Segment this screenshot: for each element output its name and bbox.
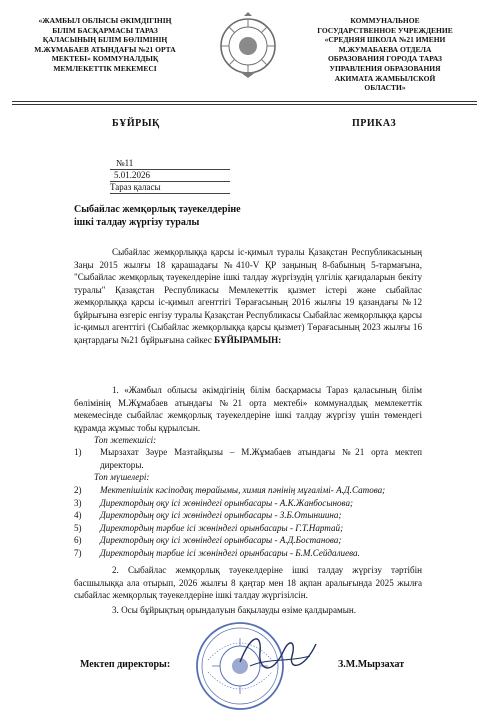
header-kz-line: М.ЖҰМАБАЕВ АТЫНДАҒЫ №21 ОРТА (34, 44, 176, 54)
header-ru-line: ОБРАЗОВАНИЯ ГОРОДА ТАРАЗ (327, 54, 443, 64)
document-title (74, 203, 241, 229)
list-item (74, 497, 422, 510)
header-ru-block (299, 16, 471, 93)
list-item (74, 534, 422, 547)
list-item-text: Директордың оқу ісі жөніндегі орынбасары - А.К.Жанбосынова; (100, 497, 354, 508)
list-item-text: Мектепішілік кәсіподақ төрайымы, химия пәнінің мұғалімі- А.Д.Сатова; (100, 485, 386, 495)
point-1: 1. «Жамбыл облысы әкімдігінің білім басқармасы Тараз қаласының білім бөлімінің М.Жұмабаев атындағы №21 орта мектебі» коммуналдық мемлекеттік мекемесінде сыбайлас жемқорлық тәуекелдеріне ішкі талдау жүргізу үшін төмендегі құрамда жұмыс тобы құрылсын. (74, 385, 422, 433)
header-kz-line: ҚАЛАСЫНЫҢ БІЛІМ БӨЛІМІНІҢ (42, 35, 168, 45)
list-item-number: 1) (74, 447, 82, 457)
header-divider (12, 101, 477, 102)
order-number: №11 (116, 158, 134, 168)
list-item-text: Директордың тәрбие ісі жөніндегі орынбасары - Б.М.Сейдалиева. (100, 547, 360, 558)
list-item-number: 7) (74, 547, 82, 558)
doc-type-ru: ПРИКАЗ (352, 118, 397, 129)
signature-position: Мектеп директоры: (80, 659, 171, 670)
point-2: 2. Сыбайлас жемқорлық тәуекелдеріне ішкі талдау жүргізу тәртібін басшылыққа ала отырып, 2026 жылғы 8 қаңтар мен 18 ақпан аралығында 2025 жылға сыбайлас жемқорлық тәуекелдеріне ішкі талдау жүргізілсін. (74, 565, 422, 600)
title-line: Сыбайлас жемқорлық тәуекелдеріне (74, 204, 241, 215)
title-line: ішкі талдау жүргізу туралы (74, 217, 200, 228)
members-list (74, 484, 422, 559)
point-3: 3. Осы бұйрықтың орындалуын бақылауды өзіме қалдырамын. (112, 605, 356, 615)
order-date: 5.01.2026 (114, 170, 150, 180)
header-divider-thin (12, 104, 477, 105)
list-item-text: Мырзахат Зәуре Мазтайқызы – М.Жұмабаев атындағы №21 орта мектеп директоры. (100, 447, 422, 470)
list-item-number: 5) (74, 522, 82, 533)
list-item (74, 547, 422, 560)
header-kz-line: МЕМЛЕКЕТТІК МЕКЕМЕСІ (53, 63, 157, 73)
members-label: Топ мүшелері: (94, 472, 150, 482)
list-item-text: Директордың оқу ісі жөніндегі орынбасары - А.Д.Бостанова; (100, 535, 342, 545)
list-item-number: 2) (74, 485, 82, 495)
order-word: БҰЙЫРАМЫН: (214, 334, 282, 345)
header-ru-line: АКИМАТА ЖАМБЫЛСКОЙ (334, 73, 436, 83)
header-kz-line: «ЖАМБЫЛ ОБЛЫСЫ ӘКІМДІГІНІҢ (38, 16, 172, 25)
header-ru-line: КОММУНАЛЬНОЕ (350, 16, 420, 25)
list-item-text: Директордың оқу ісі жөніндегі орынбасары - З.Б.Отыншина; (100, 510, 342, 520)
header-kz-line: БІЛІМ БАСҚАРМАСЫ ТАРАЗ (52, 25, 158, 35)
list-item (74, 522, 422, 535)
doc-type-kz: БҰЙРЫҚ (112, 118, 160, 129)
header-ru-line: УПРАВЛЕНИЯ ОБРАЗОВАНИЯ (329, 63, 441, 73)
list-item (74, 446, 422, 471)
list-item (74, 509, 422, 522)
header-ru-line: ОБЛАСТИ» (364, 83, 406, 93)
group-head-list (74, 446, 422, 471)
intro-text: Сыбайлас жемқорлыққа қарсы іс-қимыл туралы Қазақстан Республикасының Заңы 2015 жылғы 18 қарашадағы №410-V ҚР заңының 8-бабының 5-тармағына, "Сыбайлас жемқорлық тәуекелдеріне ішкі талдау жүргізудің үлгілік қағидаларын бекіту туралы" Қазақстан Республикасы Мемлекеттік қызмет істері және сыбайлас жемқорлыққа қарсы іс-қимыл агенттігі Төрағасының 2016 жылғы 19 қазандағы №12 бұйрығына өзгеріс енгізу туралы Қазақстан Республикасы Сыбайлас жемқорлыққа қарсы іс-қимыл агенттігі (Сыбайлас жемқорлыққа қарсы қызмет) Төрағасының 2023 жылғы 16 қаңтардағы №21 бұйрығына сәйкес (74, 247, 422, 345)
group-head-label: Топ жетекшісі: (94, 435, 157, 445)
list-item-number: 3) (74, 497, 82, 508)
order-city: Тараз қаласы (110, 182, 161, 192)
list-item-number: 6) (74, 535, 82, 545)
list-item-text: Директордың тәрбие ісі жөніндегі орынбасары - Г.Т.Нартай; (100, 522, 344, 533)
header-ru-line: ГОСУДАРСТВЕННОЕ УЧРЕЖДЕНИЕ (317, 25, 453, 35)
list-item-number: 4) (74, 510, 82, 520)
intro-paragraph (74, 246, 422, 346)
signature-name: З.М.Мырзахат (338, 659, 405, 670)
header-ru-line: М.ЖУМАБАЕВА ОТДЕЛА (338, 44, 432, 54)
handwritten-signature-icon (232, 622, 322, 692)
state-emblem-icon (218, 12, 278, 80)
header-kz-block (20, 16, 190, 74)
registration-block (110, 158, 230, 194)
header-kz-line: МЕКТЕБІ» КОММУНАЛДЫҚ (51, 54, 159, 64)
list-item (74, 484, 422, 497)
header-ru-line: «СРЕДНЯЯ ШКОЛА №21 ИМЕНИ (324, 35, 446, 45)
